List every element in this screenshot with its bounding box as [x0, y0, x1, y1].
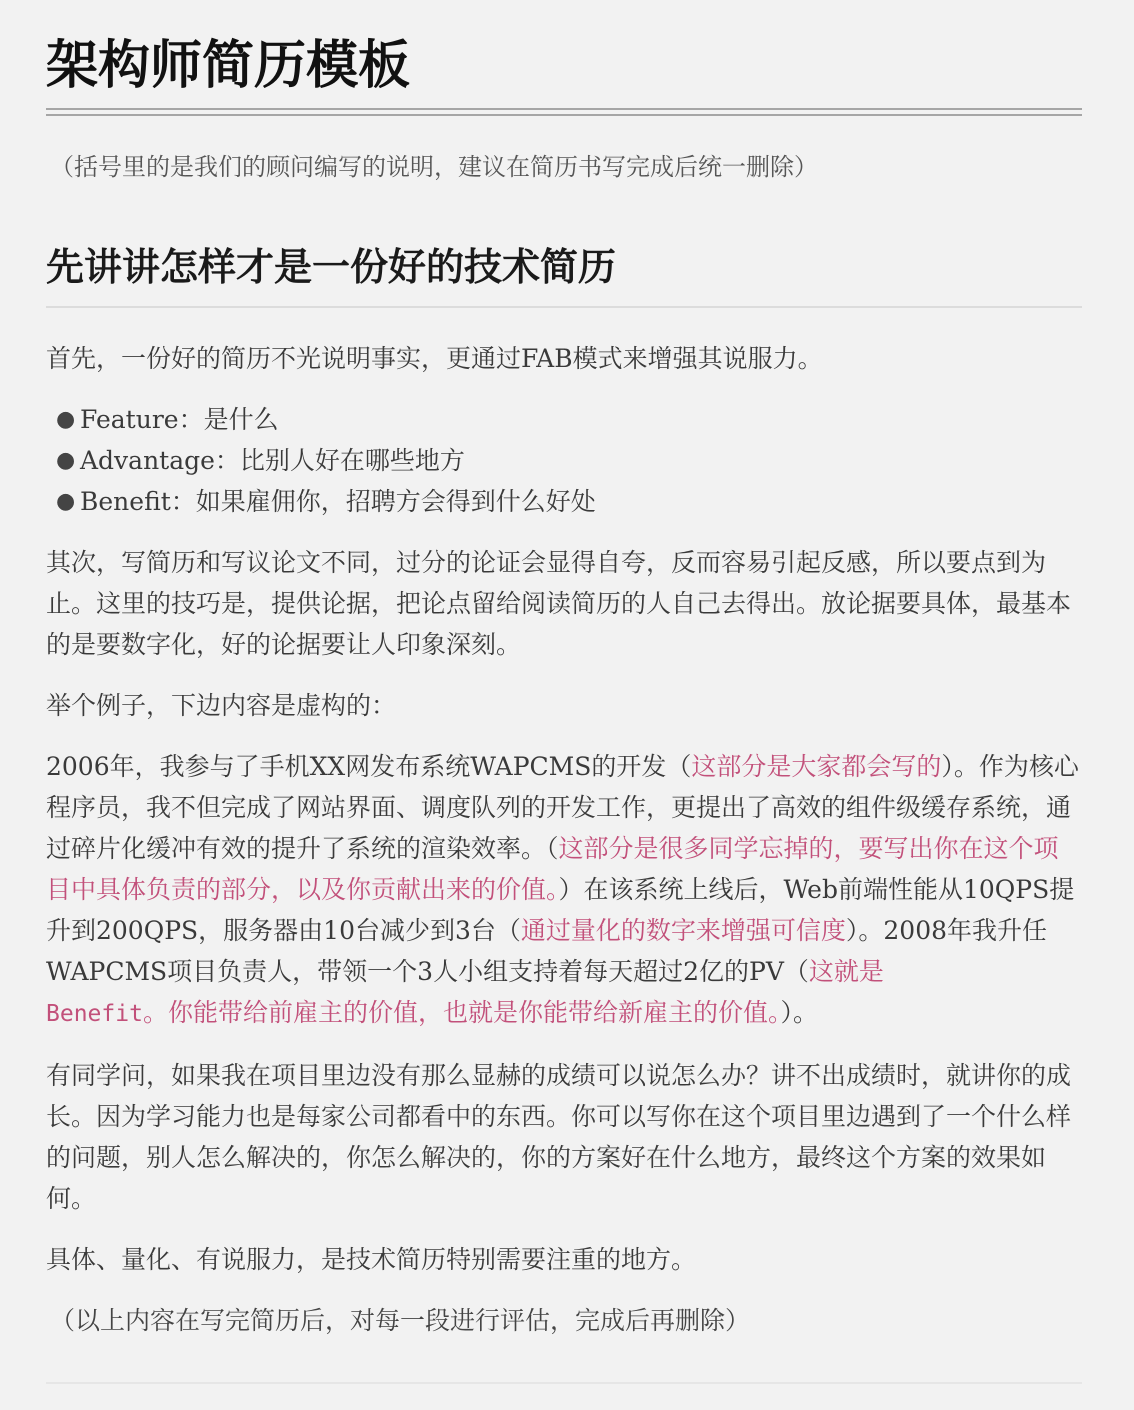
- bullet-icon: ●: [56, 407, 76, 432]
- consultant-note: 这部分是很多同学忘掉的，要写出你在这个项目中具体负责的部分，以及你贡献出来的价值。: [46, 834, 1059, 904]
- question-paragraph: 有同学问，如果我在项目里边没有那么显赫的成绩可以说怎么办？讲不出成绩时，就讲你的成长。因为学习能力也是每家公司都看中的东西。你可以写你在这个项目里边遇到了一个什么样的问题，别人怎么解决的，你怎么解决的，你的方案好在什么地方，最终这个方案的效果如何。: [46, 1061, 1072, 1213]
- consultant-note: 这部分是大家都会写的: [691, 752, 942, 781]
- bullet-icon: ●: [56, 489, 76, 514]
- fab-list: [46, 399, 1082, 522]
- list-item: ● Advantage：比别人好在哪些地方: [80, 440, 1082, 481]
- title-divider: [46, 108, 1082, 116]
- summary-paragraph: 具体、量化、有说服力，是技术简历特别需要注重的地方。: [46, 1245, 697, 1274]
- page-title: 架构师简历模板: [46, 36, 411, 96]
- consultant-note: 通过量化的数字来增强可信度: [520, 916, 846, 945]
- top-note: （括号里的是我们的顾问编写的说明，建议在简历书写完成后统一删除）: [50, 153, 818, 181]
- example-paragraph: 2006年，我参与了手机XX网发布系统WAPCMS的开发（这部分是大家都会写的）。作为核心程序员，我不但完成了网站界面、调度队列的开发工作，更提出了高效的组件级缓存系统，通过碎片化缓冲有效的提升了系统的渲染效率。（这部分是很多同学忘掉的，要写出你在这个项目中具体负责的部分，以及你贡献出来的价值。）在该系统上线后，Web前端性能从10QPS提升到200QPS，服务器由10台减少到3台（通过量化的数字来增强可信度）。2008年我升任WAPCMS项目负责人，带领一个3人小组支持着每天超过2亿的PV（这就是 Benefit。你能带给前雇主的价值，也就是你能带给新雇主的价值。）。: [46, 752, 1079, 1027]
- bottom-note: （以上内容在写完简历后，对每一段进行评估，完成后再删除）: [50, 1306, 751, 1335]
- document-page: [46, 30, 1082, 1341]
- bottom-divider: [46, 1382, 1082, 1384]
- section-divider: [46, 306, 1082, 308]
- bullet-icon: ●: [56, 448, 76, 473]
- list-item: ● Feature：是什么: [80, 399, 1082, 440]
- list-item: ● Benefit：如果雇佣你，招聘方会得到什么好处: [80, 481, 1082, 522]
- second-paragraph: 其次，写简历和写议论文不同，过分的论证会显得自夸，反而容易引起反感，所以要点到为止。这里的技巧是，提供论据，把论点留给阅读简历的人自己去得出。放论据要具体，最基本的是要数字化，好的论据要让人印象深刻。: [46, 548, 1072, 659]
- consultant-note-code: Benefit: [46, 1001, 143, 1027]
- consultant-note: 这就是: [808, 957, 884, 986]
- intro-paragraph: 首先，一份好的简历不光说明事实，更通过FAB模式来增强其说服力。: [46, 344, 823, 373]
- consultant-note: 。你能带给前雇主的价值，也就是你能带给新雇主的价值。: [142, 998, 781, 1027]
- example-intro: 举个例子，下边内容是虚构的：: [46, 691, 397, 720]
- section-heading: 先讲讲怎样才是一份好的技术简历: [46, 245, 617, 289]
